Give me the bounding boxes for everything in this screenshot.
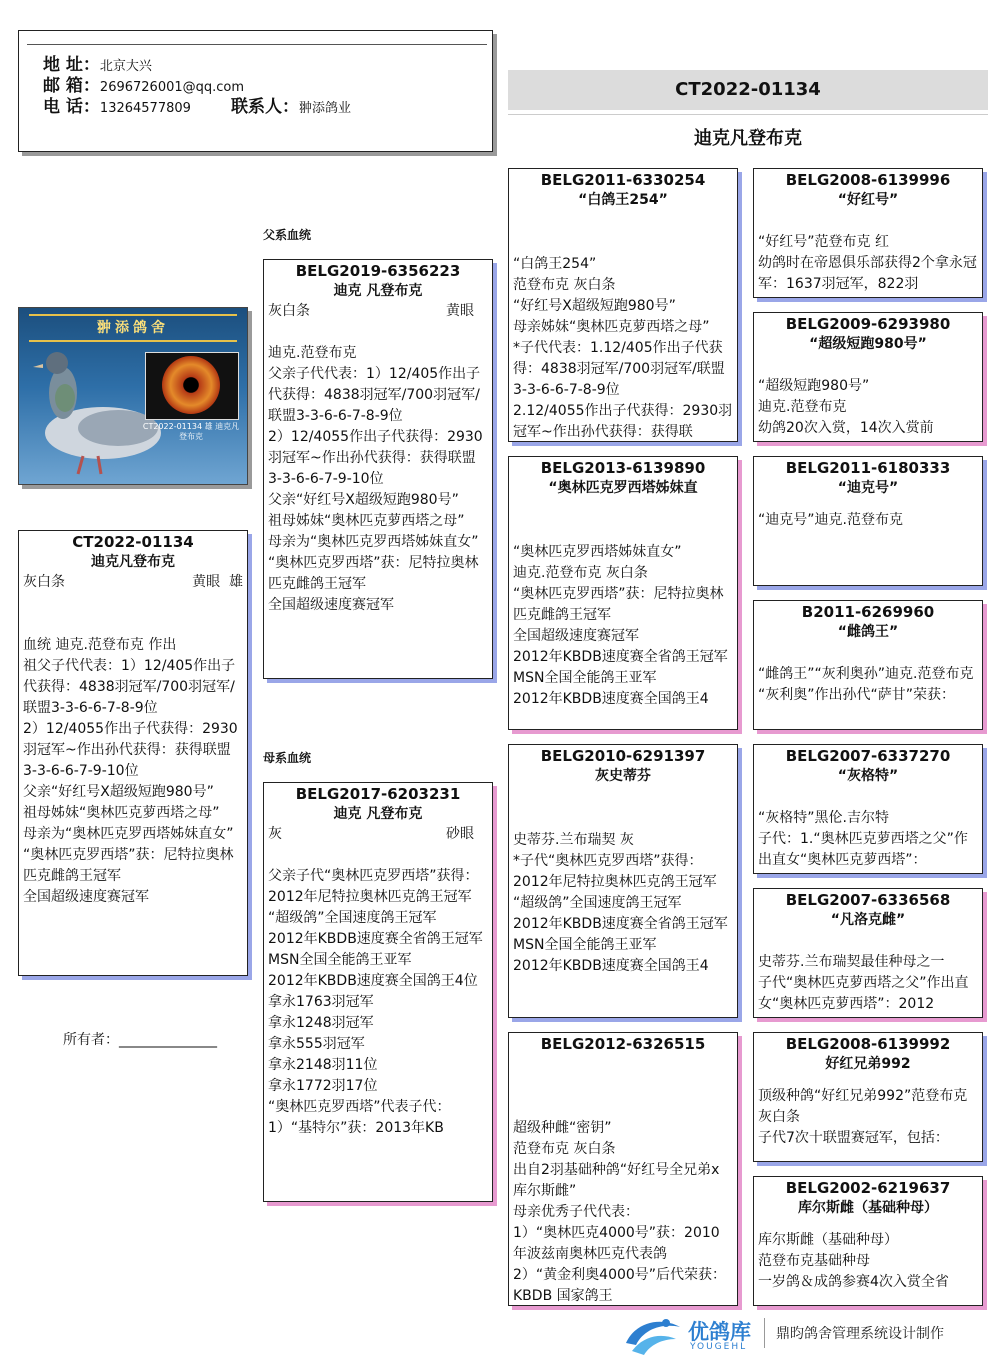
- contact-label: 联系人：: [231, 97, 299, 117]
- gen4-desc: 史蒂芬.兰布瑞契最佳种母之一 子代“奥林匹克萝西塔之父”作出直女“奥林匹克萝西塔”：2012: [758, 954, 969, 1012]
- gen4-name: “超级短跑980号”: [809, 336, 927, 352]
- gen3-desc: 超级种雌“密钥” 范登布克 灰白条 出自2羽基础种鸽“好红号全兄弟x库尔斯雌” 母亲优秀子代代表： 1）“奥林匹克4000号”获：2010年波兹南奥林匹克代表鸽 2）“黄金利奥4000号”后代荣获： KBDB 国家鸽王: [513, 1120, 727, 1304]
- pigeon-photo: [18, 307, 248, 485]
- header-ring: CT2022-01134: [675, 79, 821, 100]
- gen3-card: [508, 1032, 738, 1306]
- header-underline: [508, 114, 988, 115]
- sire-name: 迪克 凡登布克: [333, 283, 423, 299]
- dam-color: 灰: [268, 826, 282, 842]
- gen3-name: 灰史蒂芬: [595, 768, 651, 784]
- gen4-card: [753, 312, 983, 442]
- bird-desc: 血统 迪克.范登布克 作出 祖父子代代表：1）12/405作出子代获得：4838羽冠军/700羽冠军/联盟3-3-6-6-7-8-9位 2）12/4055作出子代获得：2930羽冠军~作出孙代获得：获得联盟3-3-6-6-7-9-10位 父亲“好红号X超级短跑980号” 祖母姊妹“奥林匹克萝西塔之母” 母亲为“奥林匹克罗西塔姊妹直女” “奥林匹克罗西塔”获：尼特拉奥林匹克雌鸽王冠军 全国超级速度赛冠军: [23, 637, 238, 905]
- sire-line-label: 父系血统: [263, 228, 312, 242]
- sire-eye: 黄眼: [446, 303, 474, 319]
- gen3-desc: 史蒂芬.兰布瑞契 灰 *子代“奥林匹克罗西塔”获得：2012年尼特拉奥林匹克鸽王冠军 “超级鸽”全国速度鸽王冠军 2012年KBDB速度赛全省鸽王冠军 MSN全国全能鸽王亚军 2012年KBDB速度赛全国鸽王4: [513, 832, 728, 974]
- gen4-card: [753, 1176, 983, 1306]
- gen3-card: [508, 456, 738, 730]
- gen4-ring: BELG2007-6337270: [785, 747, 951, 765]
- gen4-name: “凡洛克雌”: [830, 912, 906, 928]
- gen4-name: 库尔斯雌（基础种母）: [798, 1200, 938, 1216]
- gen4-ring: BELG2007-6336568: [785, 891, 951, 909]
- gen4-desc: “灰格特”黑伦.吉尔特 子代：1.“奥林匹克萝西塔之父”作出直女“奥林匹克萝西塔”：: [758, 810, 968, 868]
- gen4-name: “好红号”: [837, 192, 899, 208]
- dam-desc: 父亲子代“奥林匹克罗西塔”获得：2012年尼特拉奥林匹克鸽王冠军 “超级鸽”全国速度鸽王冠军 2012年KBDB速度赛全省鸽王冠军 MSN全国全能鸽王亚军 2012年KBDB速度赛全国鸽王4位 拿永1763羽冠军 拿永1248羽冠军 拿永555羽冠军 拿永2148羽11位 拿永1772羽17位 “奥林匹克罗西塔”代表子代： 1）“基特尔”获：2013年KB: [268, 868, 483, 1136]
- bird-color: 灰白条: [23, 574, 65, 590]
- gen4-card: [753, 600, 983, 730]
- address-label: 地 址：: [43, 55, 100, 75]
- dam-line-label: 母系血统: [263, 751, 312, 765]
- sire-ring: BELG2019-6356223: [295, 262, 461, 280]
- postcode-value: 2696726001@qq.com: [99, 80, 245, 95]
- bird-name: 迪克凡登布克: [91, 554, 175, 570]
- gen4-ring: BELG2009-6293980: [785, 315, 951, 333]
- gen4-desc: 顶级种鸽“好红兄弟992”范登布克 灰白条 子代7次十联盟赛冠军，包括：: [758, 1088, 968, 1146]
- bird-ring: CT2022-01134: [72, 533, 194, 551]
- brand-name: 优鸽库: [688, 1320, 751, 1344]
- gen4-ring: B2011-6269960: [801, 603, 935, 621]
- dam-eye: 砂眼: [446, 826, 474, 842]
- contact-card: [18, 30, 493, 152]
- bird-sex: 雄: [229, 574, 243, 590]
- bird-eye: 黄眼: [192, 574, 221, 590]
- contact-divider: [27, 44, 487, 45]
- brand-english: YOUGEHL: [690, 1342, 748, 1352]
- sire-card: [263, 259, 493, 679]
- gen4-ring: BELG2002-6219637: [785, 1179, 951, 1197]
- footer-divider: [764, 1318, 765, 1348]
- dam-ring: BELG2017-6203231: [295, 785, 461, 803]
- address-value: 北京大兴: [99, 59, 152, 74]
- gen4-card: [753, 744, 983, 874]
- gen4-card: [753, 888, 983, 1018]
- phone-value: 13264577809: [99, 101, 191, 116]
- photo-caption: CT2022-01134 雄 迪克凡登布克: [142, 422, 240, 441]
- gen3-ring: BELG2010-6291397: [540, 747, 706, 765]
- gen3-ring: BELG2011-6330254: [540, 171, 706, 189]
- gen3-name: “白鸽王254”: [578, 192, 668, 208]
- gen4-name: “灰格特”: [837, 768, 899, 784]
- footer-credit: 鼎昀鸽舍管理系统设计制作: [776, 1326, 944, 1342]
- gen4-ring: BELG2008-6139992: [785, 1035, 951, 1053]
- banner-text: 翀添鸽舍: [97, 320, 169, 336]
- gen3-card: [508, 744, 738, 1018]
- contact-value: 翀添鸽业: [299, 101, 352, 116]
- gen4-ring: BELG2011-6180333: [785, 459, 951, 477]
- gen3-ring: BELG2013-6139890: [540, 459, 706, 477]
- gen3-desc: “白鸽王254” 范登布克 灰白条 “好红号X超级短跑980号” 母亲姊妹“奥林匹克萝西塔之母” *子代代表：1.12/405作出子代获得：4838羽冠军/700羽冠军/联盟3-3-6-6-7-8-9位 2.12/4055作出子代获得：2930羽冠军~作出孙代获得：获得联: [513, 256, 733, 440]
- gen4-name: “迪克号”: [837, 480, 899, 496]
- gen3-desc: “奥林匹克罗西塔姊妹直女” 迪克.范登布克 灰白条 “奥林匹克罗西塔”获：尼特拉奥林匹克雌鸽王冠军 全国超级速度赛冠军 2012年KBDB速度赛全省鸽王冠军 MSN全国全能鸽王亚军 2012年KBDB速度赛全国鸽王4: [513, 544, 728, 707]
- sire-color: 灰白条: [268, 303, 310, 319]
- gen4-desc: “迪克号”迪克.范登布克: [758, 512, 903, 528]
- postcode-label: 邮 箱：: [43, 76, 100, 96]
- header-name: 迪克凡登布克: [694, 128, 802, 149]
- gen4-desc: “雌鸽王”“灰利奥孙”迪克.范登布克 “灰利奥”作出孙代“萨甘”荣获：: [758, 666, 974, 703]
- gen3-name: “奥林匹克罗西塔姊妹直: [548, 480, 698, 496]
- gen4-desc: “超级短跑980号” 迪克.范登布克 幼鸽20次入赏，14次入赏前: [758, 378, 934, 436]
- gen4-ring: BELG2008-6139996: [785, 171, 951, 189]
- gen4-name: 好红兄弟992: [825, 1056, 911, 1072]
- dam-name: 迪克 凡登布克: [333, 806, 423, 822]
- eye-image: [145, 352, 239, 420]
- gen4-card: [753, 1032, 983, 1162]
- owner-line: 所有者：______________: [63, 1032, 217, 1048]
- gen4-desc: “好红号”范登布克 红 幼鸽时在帝恩俱乐部获得2个拿永冠军：1637羽冠军，822羽: [758, 234, 977, 292]
- gen4-card: [753, 456, 983, 586]
- gen3-ring: BELG2012-6326515: [540, 1035, 706, 1053]
- gen4-name: “雌鸽王”: [837, 624, 899, 640]
- brand-logo-icon: [622, 1313, 684, 1357]
- main-bird-card: [18, 530, 248, 976]
- phone-label: 电 话：: [43, 97, 100, 117]
- gen4-desc: 库尔斯雌（基础种母） 范登布克基础种母 一岁鸽＆成鸽参赛4次入赏全省: [758, 1232, 949, 1290]
- gen3-card: [508, 168, 738, 442]
- dam-card: [263, 782, 493, 1202]
- sire-desc: 迪克.范登布克 父亲子代代表：1）12/405作出子代获得：4838羽冠军/700羽冠军/联盟3-3-6-6-7-8-9位 2）12/4055作出子代获得：2930羽冠军~作出孙代获得：获得联盟3-3-6-6-7-9-10位 父亲“好红号X超级短跑980号” 祖母姊妹“奥林匹克萝西塔之母” 母亲为“奥林匹克罗西塔姊妹直女” “奥林匹克罗西塔”获：尼特拉奥林匹克雌鸽王冠军 全国超级速度赛冠军: [268, 345, 483, 613]
- gen4-card: [753, 168, 983, 298]
